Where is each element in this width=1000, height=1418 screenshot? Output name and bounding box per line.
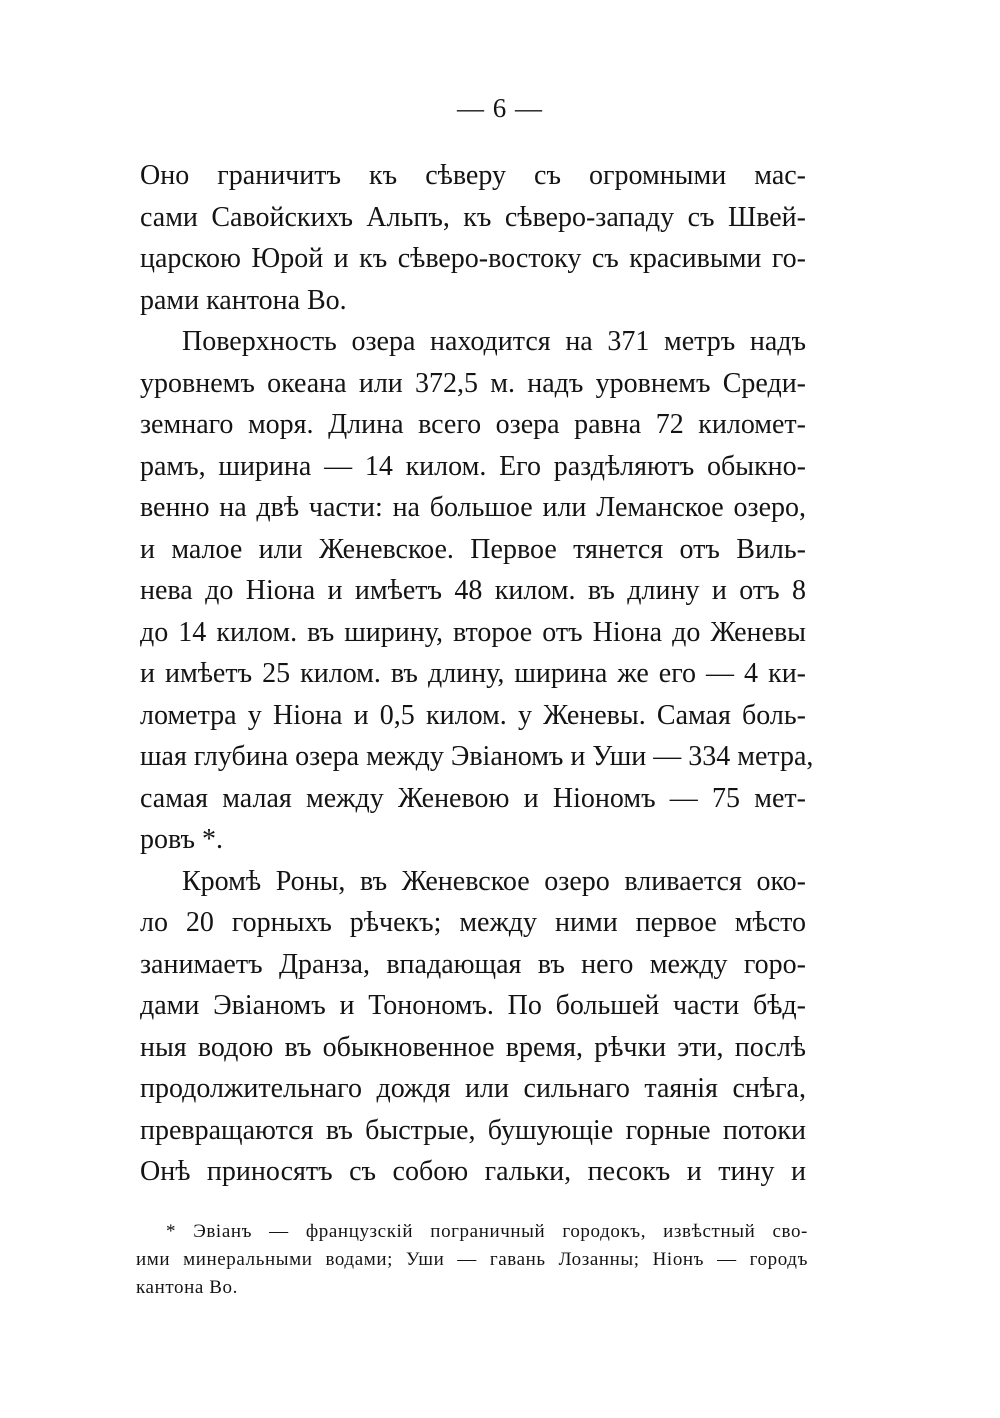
text-line: продолжительнаго дождя или сильнаго таянія снѣга, [140, 1073, 806, 1104]
footnote [136, 1218, 808, 1302]
body-text [140, 155, 814, 1193]
text-line: Оно граничитъ къ сѣверу съ огромными мас- [140, 160, 806, 191]
paragraph [140, 861, 806, 1193]
text-line: ло 20 горныхъ рѣчекъ; между ними первое мѣсто [140, 907, 806, 938]
text-line: земнаго моря. Длина всего озера равна 72 километ- [140, 409, 806, 440]
footnote-line: кантона Во. [136, 1277, 238, 1298]
text-line: Кромѣ Роны, въ Женевское озеро вливается око- [182, 865, 806, 897]
text-line: венно на двѣ части: на большое или Леманское озеро, [140, 492, 806, 523]
text-line: шая глубина озера между Эвіаномъ и Уши — 334 метра, [140, 741, 814, 772]
text-line: лометра у Ніона и 0,5 килом. у Женевы. Самая боль- [140, 699, 806, 731]
text-line: сами Савойскихъ Альпъ, къ сѣверо-западу съ Швей- [140, 201, 806, 233]
paragraph [140, 155, 806, 321]
footnote-line: * Эвіанъ — французскій пограничный городокъ, извѣстный сво- [166, 1221, 808, 1242]
text-line: ровъ *. [140, 824, 224, 855]
text-line: царскою Юрой и къ сѣверо-востоку съ красивыми го- [140, 243, 806, 274]
text-line: рамъ, ширина — 14 килом. Его раздѣляютъ обыкно- [140, 450, 806, 482]
text-line: ныя водою въ обыкновенное время, рѣчки эти, послѣ [140, 1031, 806, 1063]
text-line: самая малая между Женевою и Ніономъ — 75 мет- [140, 782, 806, 814]
text-line: дами Эвіаномъ и Тонономъ. По большей части бѣд- [140, 990, 806, 1021]
text-line: нева до Ніона и имѣетъ 48 килом. въ длину и отъ 8 [140, 575, 806, 606]
text-line: рами кантона Во. [140, 284, 347, 316]
text-line: превращаются въ быстрые, бушующіе горные потоки [140, 1114, 806, 1146]
text-line: уровнемъ океана или 372,5 м. надъ уровнемъ Среди- [140, 367, 806, 399]
text-line: Поверхность озера находится на 371 метръ надъ [182, 326, 806, 357]
text-line: и малое или Женевское. Первое тянется отъ Виль- [140, 533, 806, 565]
text-line: занимаетъ Дранза, впадающая въ него между горо- [140, 948, 806, 980]
text-line: до 14 килом. въ ширину, второе отъ Ніона до Женевы [140, 616, 806, 648]
page-number: — 6 — [457, 93, 543, 123]
paragraph [140, 321, 814, 861]
text-line: и имѣетъ 25 килом. въ длину, ширина же его — 4 ки- [140, 658, 806, 689]
text-line: Онѣ приносятъ съ собою гальки, песокъ и тину и [140, 1156, 806, 1187]
footnote-line: ими минеральными водами; Уши — гавань Лозанны; Ніонъ — городъ [136, 1249, 808, 1270]
